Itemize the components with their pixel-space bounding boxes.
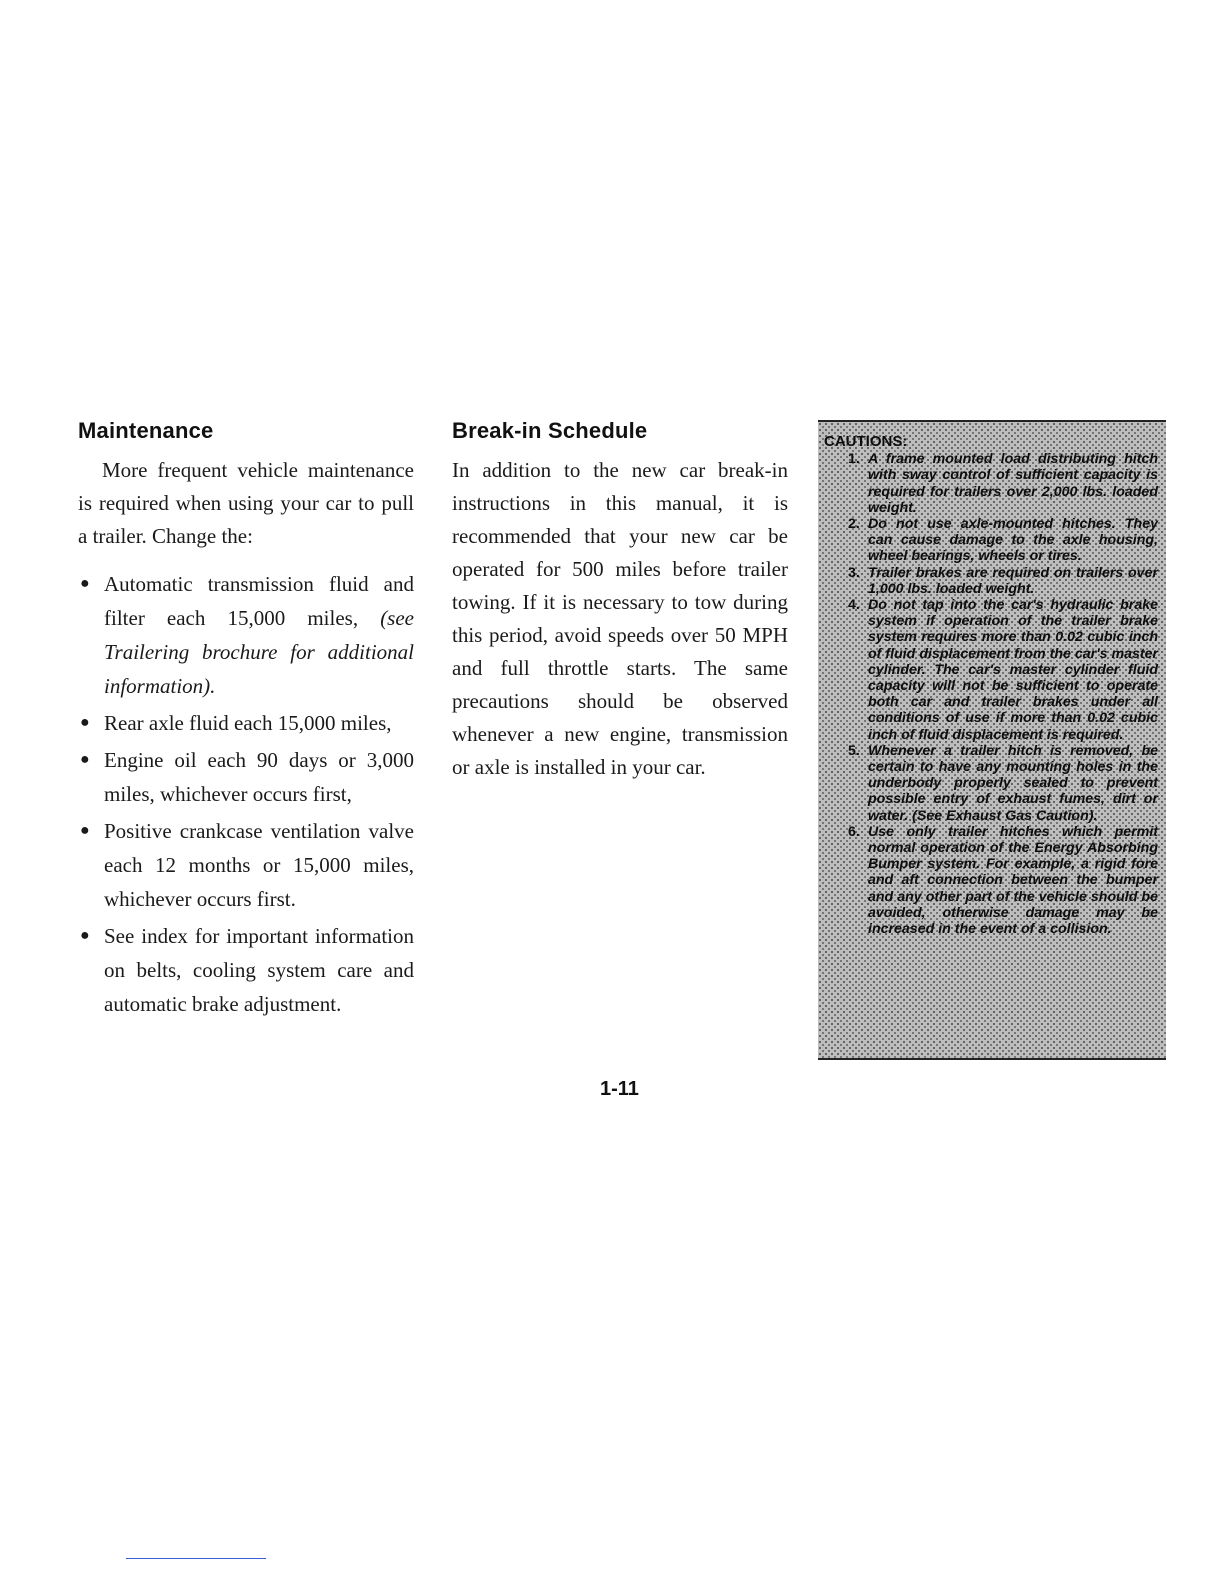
list-item-text: Positive crankcase ventilation valve each 12 months or 15,000 miles, whichever occurs first. — [104, 819, 414, 911]
caution-text: Trailer brakes are required on trailers over 1,000 lbs. loaded weight. — [868, 564, 1158, 597]
caution-text: Do not use axle-mounted hitches. They can cause damage to the axle housing, wheel bearings, wheels or tires. — [868, 516, 1158, 565]
caution-item — [824, 565, 1158, 597]
caution-item — [824, 597, 1158, 743]
bullet-icon: ● — [80, 751, 90, 768]
bullet-icon: ● — [80, 714, 90, 731]
caution-number: 2. — [848, 516, 860, 533]
list-item — [78, 743, 414, 811]
list-item-text: See index for important information on belts, cooling system care and automatic brake adjustment. — [104, 924, 414, 1016]
page-number: 1-11 — [600, 1078, 639, 1100]
caution-item — [824, 516, 1158, 565]
maintenance-intro: More frequent vehicle maintenance is required when using your car to pull a trailer. Change the: — [78, 458, 414, 548]
bullet-icon: ● — [80, 575, 90, 592]
maintenance-list — [78, 567, 414, 1021]
caution-number: 3. — [848, 564, 860, 581]
break-in-heading: Break-in Schedule — [452, 418, 648, 443]
break-in-body: In addition to the new car break-in instructions in this manual, it is recommended that your new car be operated for 500 miles before trailer towing. If it is necessary to tow during this period, avoid speeds over 50 MPH and full throttle starts. The same precautions should be observed whenever a new engine, transmission or axle is installed in your car. — [452, 458, 788, 779]
caution-number: 5. — [848, 742, 860, 759]
caution-text: Do not tap into the car's hydraulic brake system if operation of the trailer brake system requires more than 0.02 cubic inch of fluid displacement from the car's master cylinder. The car's master cylinder fluid capacity will not be sufficient to operate both car and trailer brakes under all conditions of use if more than 0.02 cubic inch of fluid displacement is required. — [868, 597, 1158, 743]
list-item — [78, 919, 414, 1021]
cautions-box — [818, 420, 1166, 1060]
list-item — [78, 706, 414, 740]
bullet-icon: ● — [80, 822, 90, 839]
list-item — [78, 814, 414, 916]
caution-number: 6. — [848, 823, 860, 840]
list-item-text: Engine oil each 90 days or 3,000 miles, whichever occurs first, — [104, 748, 414, 806]
cautions-list — [824, 451, 1158, 937]
caution-item — [824, 824, 1158, 937]
caution-text: Use only trailer hitches which permit normal operation of the Energy Absorbing Bumper system. For example, a rigid fore and aft connection between the bumper and any other part of the vehicle should be avoided, otherwise damage may be increased in the event of a collision. — [868, 823, 1158, 938]
caution-number: 4. — [848, 597, 860, 614]
list-item — [78, 567, 414, 703]
caution-number: 1. — [848, 451, 860, 468]
maintenance-column — [78, 418, 414, 1024]
break-in-column — [452, 418, 788, 784]
list-item-text: Automatic transmission fluid and filter each 15,000 miles, — [104, 572, 414, 630]
caution-text: Whenever a trailer hitch is removed, be certain to have any mounting holes in the underbody properly sealed to prevent possible entry of exhaust fumes, dirt or water. (See Exhaust Gas Caution). — [868, 742, 1158, 824]
caution-item — [824, 743, 1158, 824]
list-item-text: Rear axle fluid each 15,000 miles, — [104, 711, 392, 735]
maintenance-heading: Maintenance — [78, 418, 214, 443]
caution-item — [824, 451, 1158, 516]
list-item-note: (see Trailering brochure for additional information). — [104, 606, 414, 698]
caution-text: A frame mounted load distributing hitch with sway control of sufficient capacity is required for trailers over 2,000 lbs. loaded weight. — [868, 451, 1158, 516]
bullet-icon: ● — [80, 927, 90, 944]
divider — [126, 1558, 266, 1559]
cautions-heading: CAUTIONS: — [824, 433, 908, 450]
